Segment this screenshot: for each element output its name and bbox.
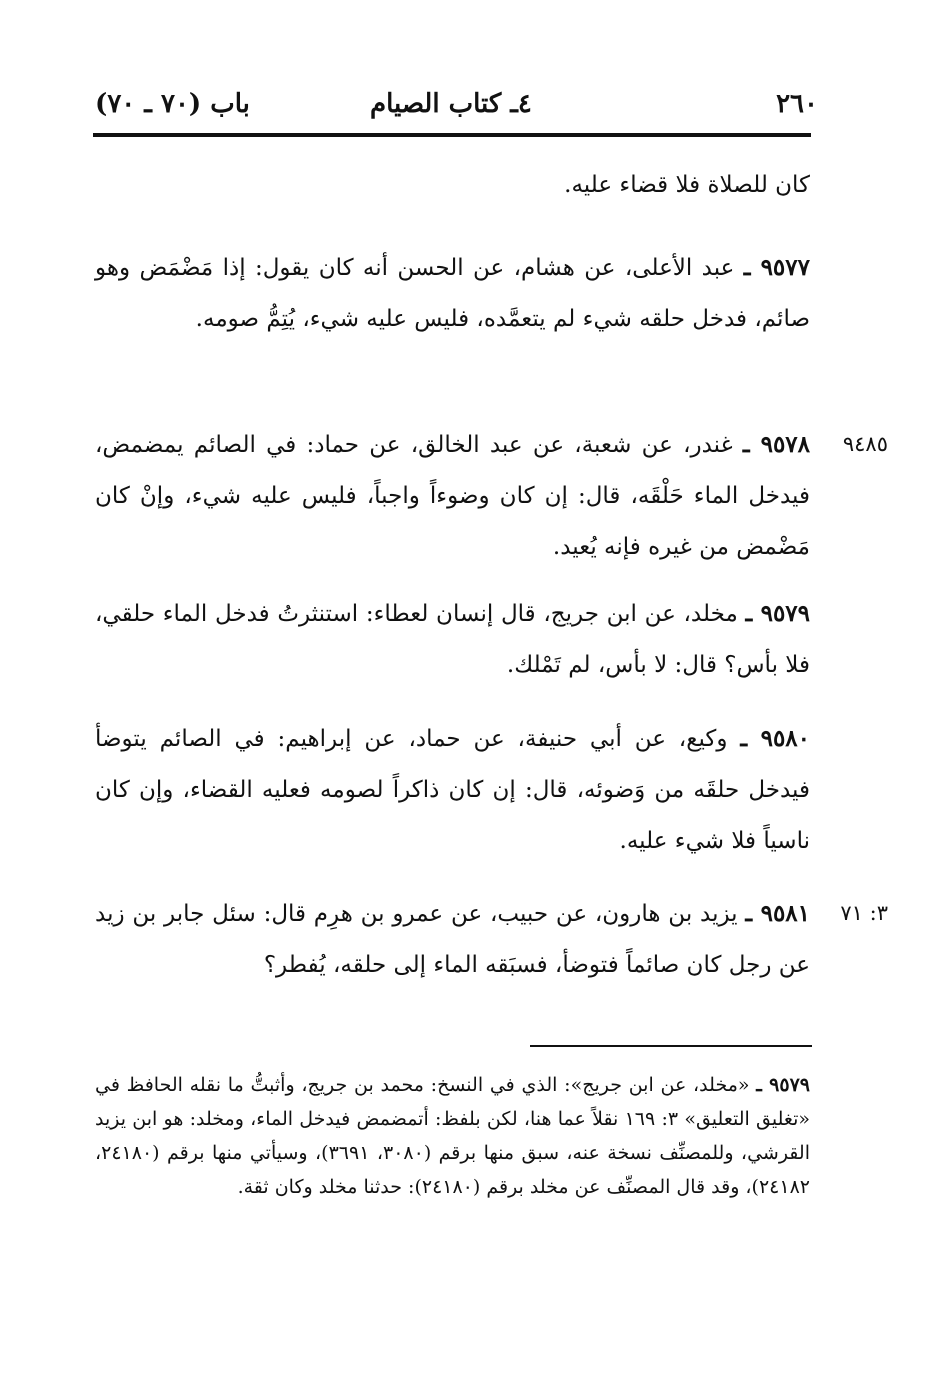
hadith-text: مخلد، عن ابن جريج، قال إنسان لعطاء: استنثرتُ فدخل الماء حلقي، فلا بأس؟ قال: لا بأس، لم تَمْلك.: [95, 601, 810, 678]
footnote-separator: [530, 1045, 812, 1047]
running-title: ٤ـ كتاب الصيام: [370, 89, 532, 119]
hadith-number: ٩٥٧٧ ـ: [743, 254, 810, 281]
hadith-number: ٩٥٨١ ـ: [745, 900, 811, 927]
hadith-text: يزيد بن هارون، عن حبيب، عن عمرو بن هرِم قال: سئل جابر بن زيد عن رجل كان صائماً فتوضأ، فسبَقه الماء إلى حلقه، يُفطر؟: [95, 901, 810, 978]
hadith-text: غندر، عن شعبة، عن عبد الخالق، عن حماد: في الصائم يمضمض، فيدخل الماء حَلْقَه، قال: إن كان وضوءاً واجباً، فليس عليه شيء، وإنْ كان مَضْمض من غيره فإنه يُعيد.: [95, 432, 810, 560]
header-rule: [93, 133, 811, 137]
hadith-9581: [95, 888, 810, 991]
footnote-text: «مخلد، عن ابن جريج»: الذي في النسخ: محمد بن جريج، وأثبتُّ ما نقله الحافظ في «تغليق التعليق» ٣: ١٦٩ نقلاً عما هنا، لكن بلفظ: أتمضمض فيدخل الماء، ومخلد: هو ابن يزيد القرشي، وللمصنِّف نسخة عنه، سبق منها برقم (٣٠٨٠، ٣٦٩١)، وسيأتي منها برقم (٢٤١٨٠، ٢٤١٨٢)، وقد قال المصنِّف عن مخلد برقم (٢٤١٨٠): حدثنا مخلد وكان ثقة.: [95, 1074, 810, 1198]
margin-note: ٣: ٧١: [840, 901, 888, 925]
chapter-range: باب (٧٠ ـ ٧٠): [95, 89, 250, 119]
hadith-number: ٩٥٨٠ ـ: [740, 725, 811, 752]
hadith-9579: [95, 588, 810, 691]
hadith-text: وكيع، عن أبي حنيفة، عن حماد، عن إبراهيم: في الصائم يتوضأ فيدخل حلقَه من وَضوئه، قال: إن كان ذاكراً لصومه فعليه القضاء، وإن كان ناسياً فلا شيء عليه.: [95, 726, 810, 854]
hadith-9578: [95, 419, 810, 573]
hadith-number: ٩٥٧٨ ـ: [742, 431, 811, 458]
hadith-number: ٩٥٧٩ ـ: [745, 600, 811, 627]
continuation-paragraph: [95, 160, 810, 211]
page-number: ٢٦٠: [776, 89, 818, 119]
paragraph-text: كان للصلاة فلا قضاء عليه.: [564, 172, 810, 198]
hadith-9580: [95, 713, 810, 867]
footnote: [95, 1068, 810, 1204]
hadith-9577: [95, 242, 810, 345]
hadith-text: عبد الأعلى، عن هشام، عن الحسن أنه كان يقول: إذا مَضْمَض وهو صائم، فدخل حلقه شيء لم يتعمَّده، فليس عليه شيء، يُتِمُّ صومه.: [95, 255, 810, 332]
margin-note: ٩٤٨٥: [842, 432, 888, 456]
footnote-number: ٩٥٧٩ ـ: [756, 1074, 810, 1096]
